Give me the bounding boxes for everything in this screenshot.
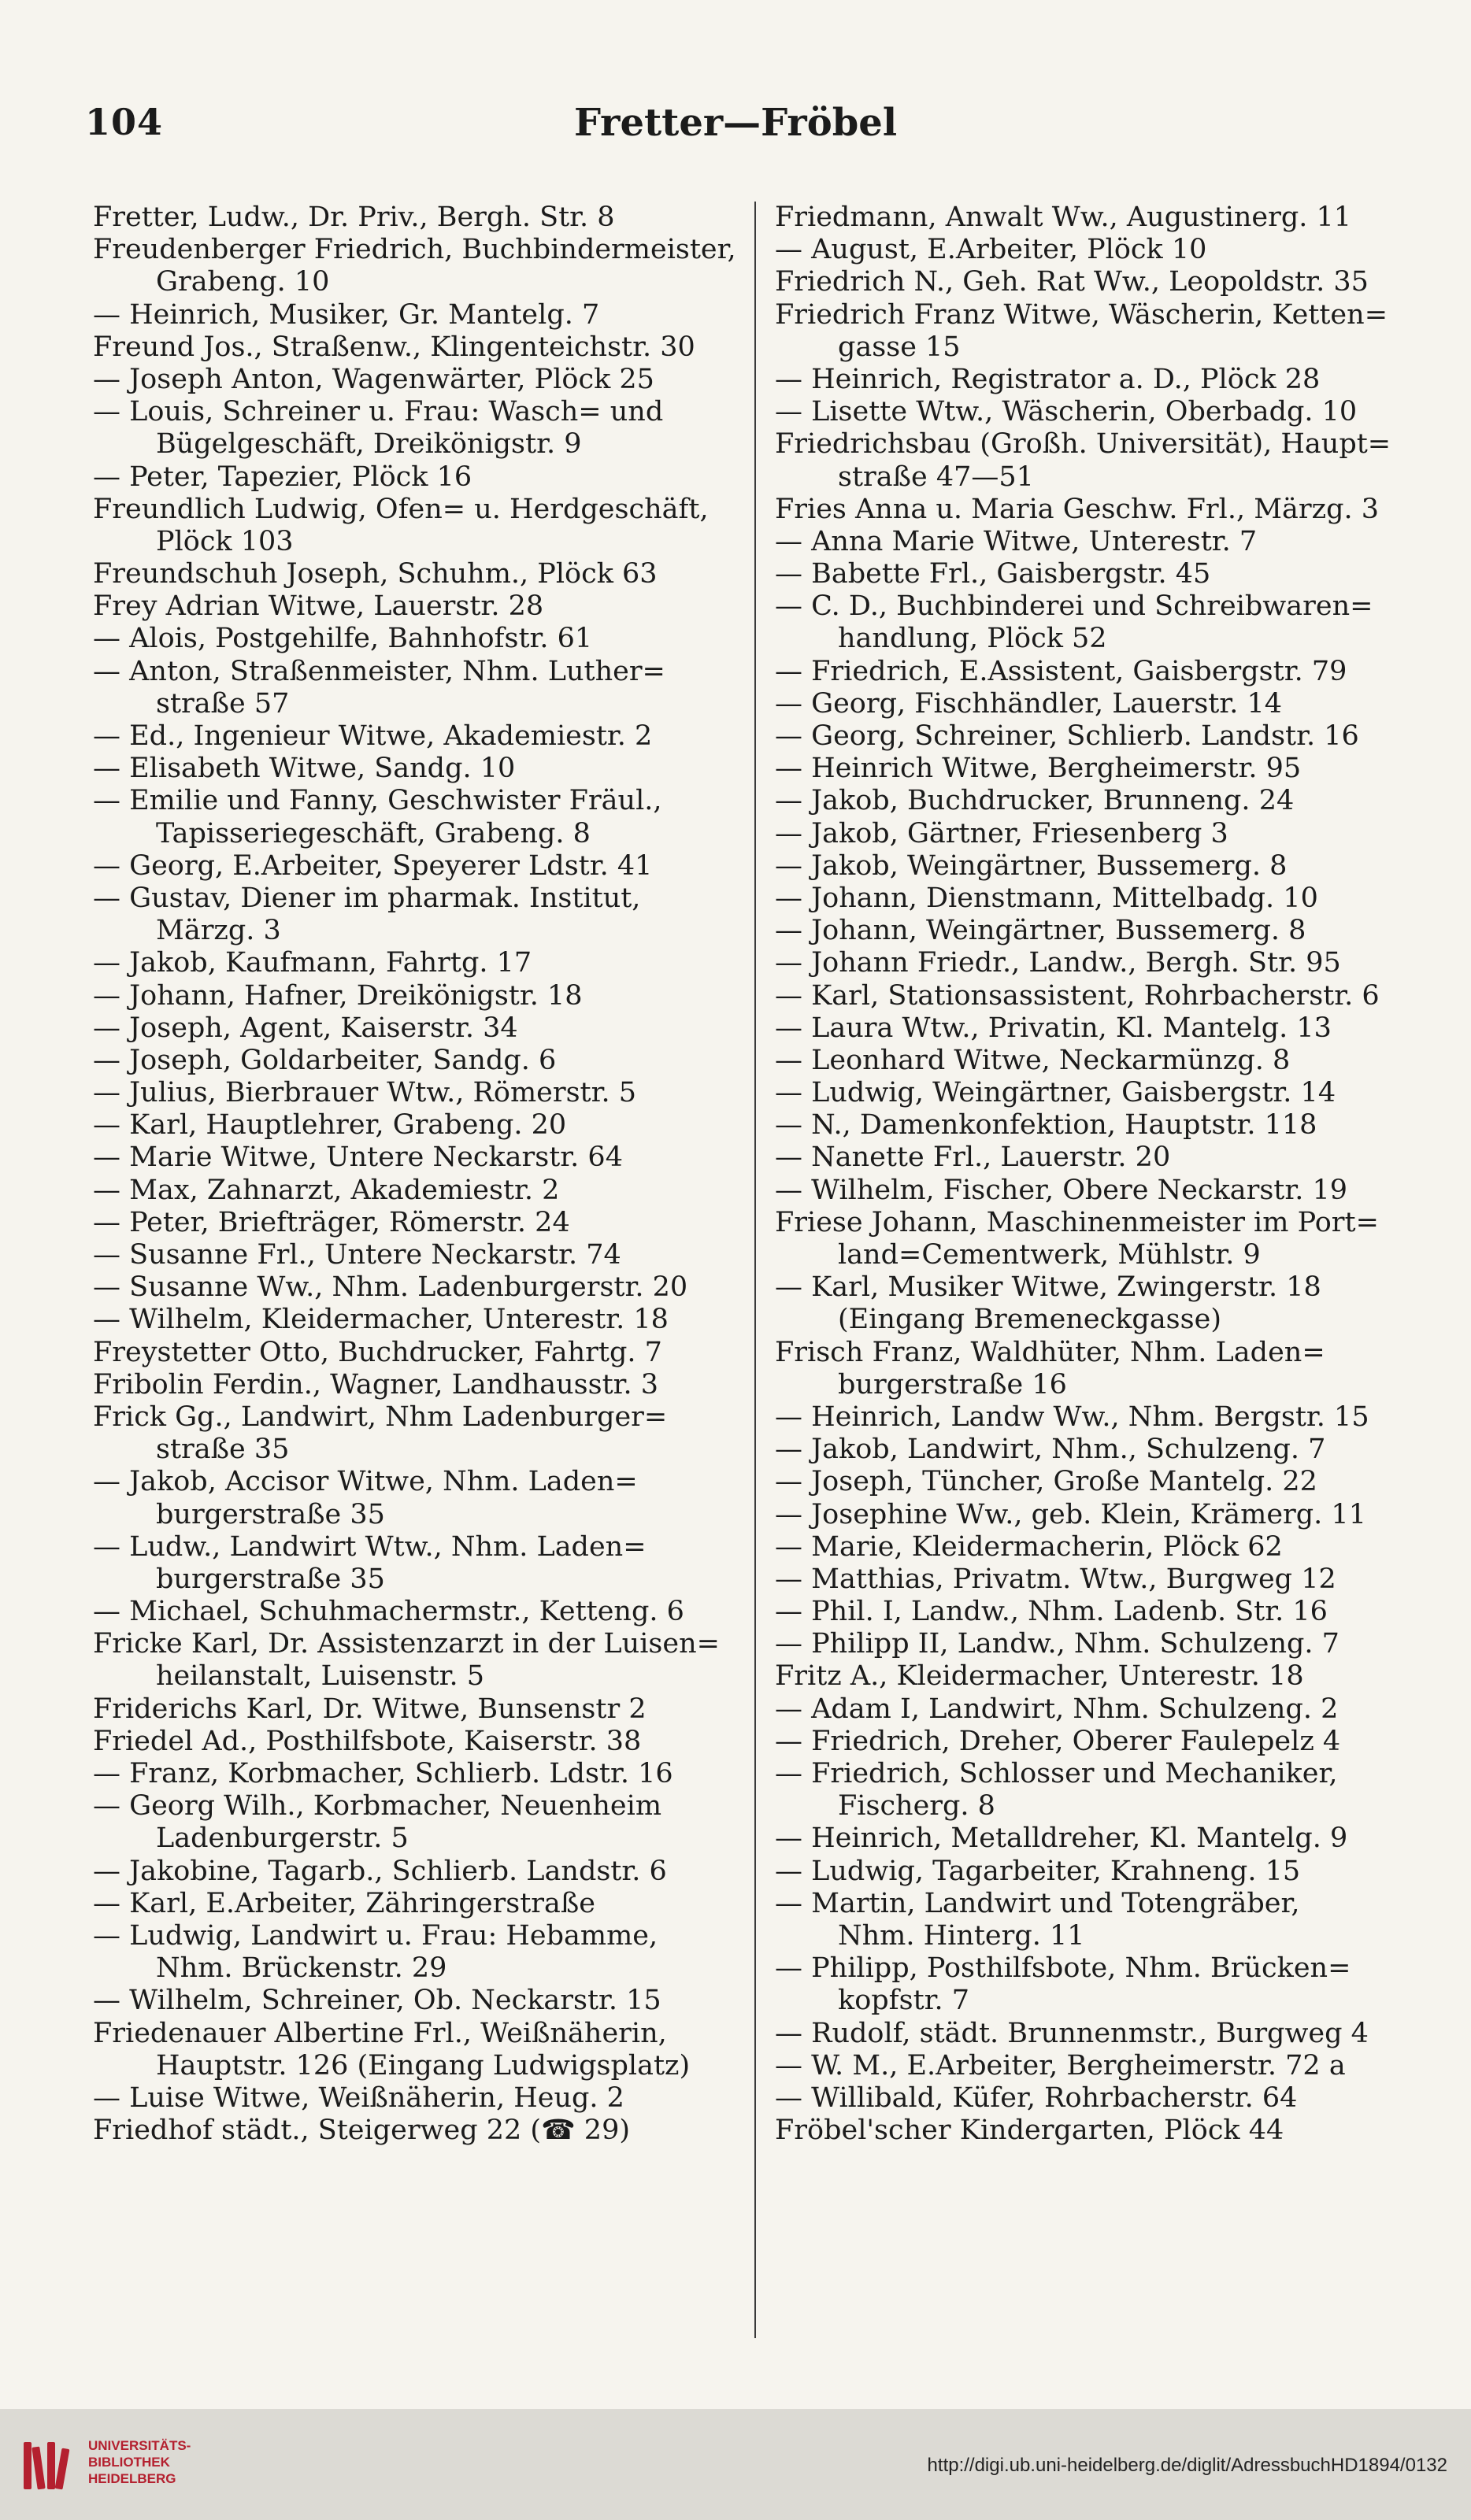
directory-entry-line: kopfstr. 7 (838, 1985, 970, 2017)
column-divider (754, 202, 756, 2338)
directory-entry-line: — Susanne Frl., Untere Neckarstr. 74 (93, 1239, 621, 1271)
directory-entry-line: — Ed., Ingenieur Witwe, Akademiestr. 2 (93, 720, 653, 752)
page-number: 104 (85, 101, 164, 143)
directory-entry-line: Friedrichsbau (Großh. Universität), Haupt= (775, 428, 1391, 461)
permalink-url[interactable]: http://digi.ub.uni-heidelberg.de/diglit/AdressbuchHD1894/0132 (927, 2455, 1447, 2476)
directory-entry-line: — Wilhelm, Schreiner, Ob. Neckarstr. 15 (93, 1985, 661, 2017)
directory-entry-line: Nhm. Hinterg. 11 (838, 1919, 1085, 1952)
directory-entry-line: (Eingang Bremeneckgasse) (838, 1304, 1221, 1336)
directory-entry-line: — Johann, Weingärtner, Bussemerg. 8 (775, 915, 1306, 947)
directory-entry-line: — Friedrich, Schlosser und Mechaniker, (775, 1758, 1338, 1789)
directory-entry-line: — Ludwig, Weingärtner, Gaisbergstr. 14 (775, 1077, 1336, 1109)
page-header (85, 101, 1386, 164)
directory-entry-line: — Adam I, Landwirt, Nhm. Schulzeng. 2 (775, 1693, 1339, 1725)
page-title: Fretter—Fröbel (573, 101, 898, 145)
directory-entry-line: Märzg. 3 (156, 915, 281, 947)
directory-entry-line: Fröbel'scher Kindergarten, Plöck 44 (775, 2115, 1284, 2147)
directory-entry-line: Bügelgeschäft, Dreikönigstr. 9 (156, 428, 582, 461)
directory-entry-line: — Wilhelm, Fischer, Obere Neckarstr. 19 (775, 1174, 1348, 1206)
directory-entry-line: — Ludwig, Tagarbeiter, Krahneng. 15 (775, 1855, 1301, 1887)
directory-entry-line: — Leonhard Witwe, Neckarmünzg. 8 (775, 1044, 1291, 1076)
directory-entry-line: — Susanne Ww., Nhm. Ladenburgerstr. 20 (93, 1271, 688, 1304)
directory-entry-line: Friedhof städt., Steigerweg 22 (☎ 29) (93, 2115, 630, 2147)
directory-entry-line: land=Cementwerk, Mühlstr. 9 (838, 1239, 1261, 1271)
library-name-line: UNIVERSITÄTS- (88, 2438, 191, 2453)
directory-entry-line: Friedrich Franz Witwe, Wäscherin, Ketten= (775, 298, 1388, 331)
directory-entry-line: Fischerg. 8 (838, 1790, 995, 1822)
directory-entry-line: Ladenburgerstr. 5 (156, 1822, 409, 1855)
directory-entry-line: — Laura Wtw., Privatin, Kl. Mantelg. 13 (775, 1012, 1332, 1044)
directory-entry-line: burgerstraße 35 (156, 1498, 385, 1530)
directory-entry-line: — Emilie und Fanny, Geschwister Fräul., (93, 785, 662, 817)
directory-entry-line: burgerstraße 16 (838, 1368, 1067, 1401)
directory-entry-line: — Philipp, Posthilfsbote, Nhm. Brücken= (775, 1952, 1351, 1985)
directory-entry-line: — Karl, Musiker Witwe, Zwingerstr. 18 (775, 1271, 1321, 1304)
directory-entry-line: — Georg, Fischhändler, Lauerstr. 14 (775, 687, 1283, 720)
directory-entry-line: — Elisabeth Witwe, Sandg. 10 (93, 753, 516, 785)
directory-entry-line: burgerstraße 35 (156, 1563, 385, 1595)
directory-entry-line: — Heinrich, Metalldreher, Kl. Mantelg. 9 (775, 1822, 1348, 1855)
directory-entry-line: — Ludw., Landwirt Wtw., Nhm. Laden= (93, 1530, 647, 1563)
directory-entry-line: Fritz A., Kleidermacher, Unterestr. 18 (775, 1660, 1304, 1693)
directory-entry-line: — Jakob, Buchdrucker, Brunneng. 24 (775, 785, 1295, 817)
directory-entry-line: — Johann, Hafner, Dreikönigstr. 18 (93, 979, 583, 1012)
directory-entry-line: — Joseph, Agent, Kaiserstr. 34 (93, 1012, 518, 1044)
directory-entry-line: Friedel Ad., Posthilfsbote, Kaiserstr. 38 (93, 1725, 642, 1757)
directory-entry-line: — W. M., E.Arbeiter, Bergheimerstr. 72 a (775, 2049, 1346, 2081)
directory-entry-line: — Peter, Briefträger, Römerstr. 24 (93, 1206, 570, 1238)
directory-entry-line: — Matthias, Privatm. Wtw., Burgweg 12 (775, 1563, 1336, 1595)
directory-entry-line: — Heinrich, Landw Ww., Nhm. Bergstr. 15 (775, 1401, 1369, 1433)
directory-entry-line: — Friedrich, Dreher, Oberer Faulepelz 4 (775, 1725, 1341, 1757)
directory-entry-line: Plöck 103 (156, 525, 294, 557)
directory-entry-line: — Franz, Korbmacher, Schlierb. Ldstr. 16 (93, 1758, 673, 1789)
directory-entry-line: — Alois, Postgehilfe, Bahnhofstr. 61 (93, 623, 593, 655)
university-library-logo-icon (17, 2434, 80, 2497)
directory-entry-line: Freundschuh Joseph, Schuhm., Plöck 63 (93, 558, 658, 590)
directory-entry-line: Tapisseriegeschäft, Grabeng. 8 (156, 817, 591, 849)
directory-entry-line: Freudenberger Friedrich, Buchbindermeister, (93, 234, 736, 266)
directory-entry-line: Friese Johann, Maschinenmeister im Port= (775, 1206, 1379, 1238)
directory-entry-line: handlung, Plöck 52 (838, 623, 1107, 655)
directory-entry-line: — Friedrich, E.Assistent, Gaisbergstr. 79 (775, 655, 1347, 687)
directory-entry-line: — Willibald, Küfer, Rohrbacherstr. 64 (775, 2081, 1298, 2114)
directory-entry-line: Frick Gg., Landwirt, Nhm Ladenburger= (93, 1401, 668, 1433)
directory-entry-line: — Joseph Anton, Wagenwärter, Plöck 25 (93, 363, 654, 395)
directory-entry-line: Nhm. Brückenstr. 29 (156, 1952, 447, 1985)
directory-entry-line: — Karl, Stationsassistent, Rohrbacherstr. 6 (775, 979, 1380, 1012)
directory-entry-line: — Josephine Ww., geb. Klein, Krämerg. 11 (775, 1498, 1366, 1530)
directory-entry-line: — Wilhelm, Kleidermacher, Unterestr. 18 (93, 1304, 669, 1336)
directory-entry-line: — Peter, Tapezier, Plöck 16 (93, 461, 472, 493)
directory-entry-line: Freystetter Otto, Buchdrucker, Fahrtg. 7 (93, 1336, 662, 1368)
library-name-line: BIBLIOTHEK (88, 2455, 170, 2470)
directory-entry-line: Friderichs Karl, Dr. Witwe, Bunsenstr 2 (93, 1693, 647, 1725)
directory-entry-line: — Julius, Bierbrauer Wtw., Römerstr. 5 (93, 1077, 637, 1109)
directory-entry-line: — Anna Marie Witwe, Unterestr. 7 (775, 525, 1258, 557)
directory-entry-line: — Johann Friedr., Landw., Bergh. Str. 95 (775, 947, 1341, 979)
directory-entry-line: Friedmann, Anwalt Ww., Augustinerg. 11 (775, 202, 1352, 233)
directory-entry-line: Grabeng. 10 (156, 266, 330, 298)
directory-entry-line: — Babette Frl., Gaisbergstr. 45 (775, 558, 1211, 590)
library-name (88, 2437, 191, 2487)
directory-entry-line: — Louis, Schreiner u. Frau: Wasch= und (93, 396, 664, 428)
directory-entry-line: — Rudolf, städt. Brunnenmstr., Burgweg 4 (775, 2017, 1369, 2049)
directory-entry-line: — Martin, Landwirt und Totengräber, (775, 1887, 1300, 1919)
directory-entry-line: Fries Anna u. Maria Geschw. Frl., Märzg. 3 (775, 493, 1379, 525)
directory-entry-line: — Marie, Kleidermacherin, Plöck 62 (775, 1530, 1283, 1563)
directory-entry-line: — Nanette Frl., Lauerstr. 20 (775, 1142, 1171, 1174)
directory-entry-line: — N., Damenkonfektion, Hauptstr. 118 (775, 1109, 1317, 1142)
directory-entry-line: — Phil. I, Landw., Nhm. Ladenb. Str. 16 (775, 1596, 1328, 1628)
directory-entry-line: — Joseph, Tüncher, Große Mantelg. 22 (775, 1466, 1317, 1498)
directory-entry-line: — Joseph, Goldarbeiter, Sandg. 6 (93, 1044, 557, 1076)
directory-entry-line: — August, E.Arbeiter, Plöck 10 (775, 234, 1207, 266)
directory-entry-line: heilanstalt, Luisenstr. 5 (156, 1660, 485, 1693)
directory-entry-line: — Heinrich Witwe, Bergheimerstr. 95 (775, 753, 1302, 785)
directory-entry-line: Fretter, Ludw., Dr. Priv., Bergh. Str. 8 (93, 202, 615, 233)
directory-entry-line: — Marie Witwe, Untere Neckarstr. 64 (93, 1142, 623, 1174)
directory-entry-line: — Jakob, Kaufmann, Fahrtg. 17 (93, 947, 532, 979)
directory-entry-line: — Anton, Straßenmeister, Nhm. Luther= (93, 655, 665, 687)
directory-entry-line: Friedenauer Albertine Frl., Weißnäherin, (93, 2017, 667, 2049)
directory-entry-line: Frisch Franz, Waldhüter, Nhm. Laden= (775, 1336, 1325, 1368)
directory-entry-line: — Philipp II, Landw., Nhm. Schulzeng. 7 (775, 1628, 1339, 1660)
directory-entry-line: straße 57 (156, 687, 290, 720)
directory-entry-line: Hauptstr. 126 (Eingang Ludwigsplatz) (156, 2049, 691, 2081)
directory-entry-line: — Johann, Dienstmann, Mittelbadg. 10 (775, 882, 1318, 914)
directory-entry-line: — Ludwig, Landwirt u. Frau: Hebamme, (93, 1919, 658, 1952)
directory-entry-line: — Georg Wilh., Korbmacher, Neuenheim (93, 1790, 662, 1822)
right-column (775, 202, 1436, 2147)
directory-entry-line: — Jakob, Gärtner, Friesenberg 3 (775, 817, 1228, 849)
directory-entry-line: — Georg, E.Arbeiter, Speyerer Ldstr. 41 (93, 849, 653, 882)
directory-entry-line: straße 47—51 (838, 461, 1034, 493)
directory-entry-line: — Georg, Schreiner, Schlierb. Landstr. 16 (775, 720, 1359, 752)
directory-entry-line: Friedrich N., Geh. Rat Ww., Leopoldstr. 35 (775, 266, 1369, 298)
directory-entry-line: — Heinrich, Musiker, Gr. Mantelg. 7 (93, 298, 600, 331)
directory-entry-line: — Luise Witwe, Weißnäherin, Heug. 2 (93, 2081, 624, 2114)
directory-entry-line: straße 35 (156, 1434, 290, 1466)
directory-entry-line: — Lisette Wtw., Wäscherin, Oberbadg. 10 (775, 396, 1358, 428)
directory-entry-line: — Karl, Hauptlehrer, Grabeng. 20 (93, 1109, 567, 1142)
directory-entry-line: — Jakob, Landwirt, Nhm., Schulzeng. 7 (775, 1434, 1326, 1466)
left-column (93, 202, 754, 2147)
directory-entry-line: Freundlich Ludwig, Ofen= u. Herdgeschäft, (93, 493, 709, 525)
directory-entry-line: Fricke Karl, Dr. Assistenzarzt in der Luisen= (93, 1628, 720, 1660)
directory-entry-line: — Karl, E.Arbeiter, Zähringerstraße (93, 1887, 595, 1919)
directory-entry-line: — Gustav, Diener im pharmak. Institut, (93, 882, 641, 914)
directory-entry-line: — Jakobine, Tagarb., Schlierb. Landstr. 6 (93, 1855, 667, 1887)
directory-entry-line: — Jakob, Accisor Witwe, Nhm. Laden= (93, 1466, 638, 1498)
directory-entry-line: — Heinrich, Registrator a. D., Plöck 28 (775, 363, 1321, 395)
directory-entry-line: Freund Jos., Straßenw., Klingenteichstr. 30 (93, 331, 695, 363)
directory-entry-line: — Jakob, Weingärtner, Bussemerg. 8 (775, 849, 1288, 882)
directory-entry-line: — Michael, Schuhmachermstr., Ketteng. 6 (93, 1596, 684, 1628)
directory-entry-line: Frey Adrian Witwe, Lauerstr. 28 (93, 590, 544, 623)
library-name-line: HEIDELBERG (88, 2471, 176, 2486)
viewer-footer (0, 2409, 1471, 2520)
directory-entry-line: — Max, Zahnarzt, Akademiestr. 2 (93, 1174, 560, 1206)
directory-entry-line: Fribolin Ferdin., Wagner, Landhausstr. 3 (93, 1368, 659, 1401)
directory-entry-line: — C. D., Buchbinderei und Schreibwaren= (775, 590, 1373, 623)
directory-entry-line: gasse 15 (838, 331, 961, 363)
